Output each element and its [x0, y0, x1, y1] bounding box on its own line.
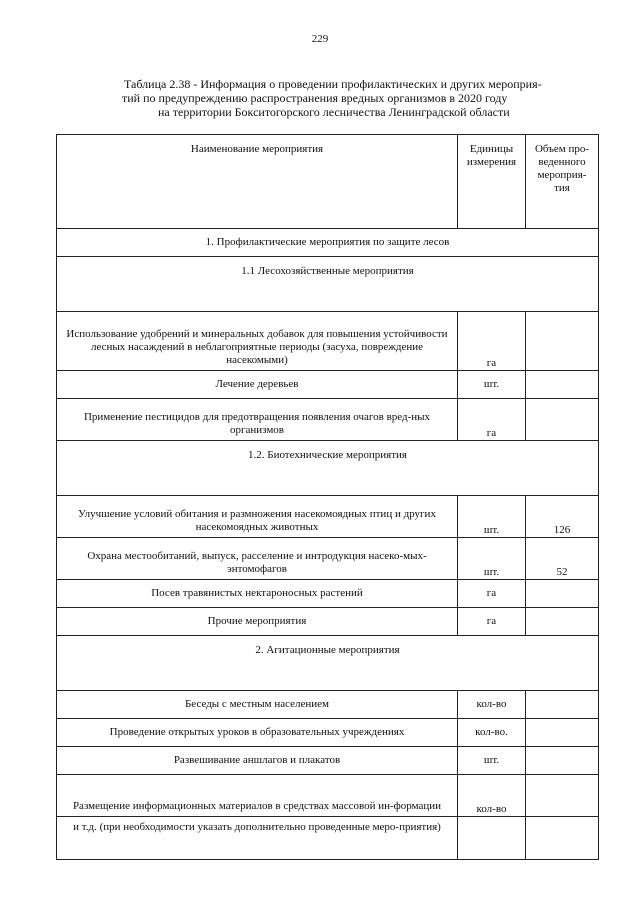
subsection-title: 1.1 Лесохозяйственные мероприятия: [57, 257, 599, 312]
row-name: Размещение информационных материалов в средствах массовой ин-формации: [57, 775, 458, 817]
row-unit: га: [458, 399, 526, 441]
row-unit: шт.: [458, 747, 526, 775]
row-name: Развешивание аншлагов и плакатов: [57, 747, 458, 775]
row-unit: га: [458, 608, 526, 636]
row-volume: [526, 312, 599, 371]
subsection-title: 1.2. Биотехнические мероприятия: [57, 441, 599, 496]
row-name: Прочие мероприятия: [57, 608, 458, 636]
caption-line-2: тий по предупреждению распространения вредных организмов в 2020 году: [122, 91, 508, 105]
row-name: Беседы с местным населением: [57, 691, 458, 719]
section-title: 2. Агитационные мероприятия: [57, 636, 599, 691]
row-volume: [526, 817, 599, 860]
row-volume: 52: [526, 538, 599, 580]
row-volume: [526, 371, 599, 399]
row-name: и т.д. (при необходимости указать дополнительно проведенные меро-приятия): [57, 817, 458, 860]
table-header-row: [57, 135, 599, 229]
subsection-row: [57, 441, 599, 496]
row-volume: [526, 608, 599, 636]
row-volume: 126: [526, 496, 599, 538]
row-volume: [526, 775, 599, 817]
measures-table: [56, 134, 599, 860]
row-name: Использование удобрений и минеральных добавок для повышения устойчивости лесных насаждений в неблагоприятные периоды (засуха, повреждение насекомыми): [57, 312, 458, 371]
row-name: Применение пестицидов для предотвращения появления очагов вред-ных организмов: [57, 399, 458, 441]
row-volume: [526, 747, 599, 775]
table-row: [57, 538, 599, 580]
table-row: [57, 719, 599, 747]
table-row: [57, 775, 599, 817]
header-unit: Единицы измерения: [458, 135, 526, 229]
section-row: [57, 636, 599, 691]
table-row: [57, 312, 599, 371]
row-volume: [526, 580, 599, 608]
row-name: Посев травянистых нектароносных растений: [57, 580, 458, 608]
page-number: 229: [311, 33, 329, 45]
row-unit: га: [458, 312, 526, 371]
row-name: Охрана местообитаний, выпуск, расселение и интродукция насеко-мых-энтомофагов: [57, 538, 458, 580]
row-name: Проведение открытых уроков в образовательных учреждениях: [57, 719, 458, 747]
table-row: [57, 399, 599, 441]
section-row: [57, 229, 599, 257]
row-unit: га: [458, 580, 526, 608]
header-name: Наименование мероприятия: [57, 135, 458, 229]
row-name: Лечение деревьев: [57, 371, 458, 399]
section-title: 1. Профилактические мероприятия по защите лесов: [57, 229, 599, 257]
caption-line-1: Таблица 2.38 - Информация о проведении профилактических и других мероприя-: [124, 77, 542, 91]
row-name: Улучшение условий обитания и размножения насекомоядных птиц и других насекомоядных животных: [57, 496, 458, 538]
table-row: [57, 691, 599, 719]
row-volume: [526, 399, 599, 441]
table-row: [57, 608, 599, 636]
table-row: [57, 580, 599, 608]
caption-line-3: на территории Бокситогорского лесничества Ленинградской области: [158, 105, 510, 119]
row-volume: [526, 691, 599, 719]
row-unit: шт.: [458, 496, 526, 538]
row-unit: [458, 817, 526, 860]
row-volume: [526, 719, 599, 747]
table-row: [57, 747, 599, 775]
row-unit: кол-во: [458, 775, 526, 817]
table-row: [57, 817, 599, 860]
row-unit: шт.: [458, 538, 526, 580]
row-unit: кол-во.: [458, 719, 526, 747]
table-row: [57, 496, 599, 538]
header-volume: Объем про-веденного мероприя-тия: [526, 135, 599, 229]
row-unit: кол-во: [458, 691, 526, 719]
row-unit: шт.: [458, 371, 526, 399]
table-caption: [60, 77, 580, 119]
table-row: [57, 371, 599, 399]
subsection-row: [57, 257, 599, 312]
